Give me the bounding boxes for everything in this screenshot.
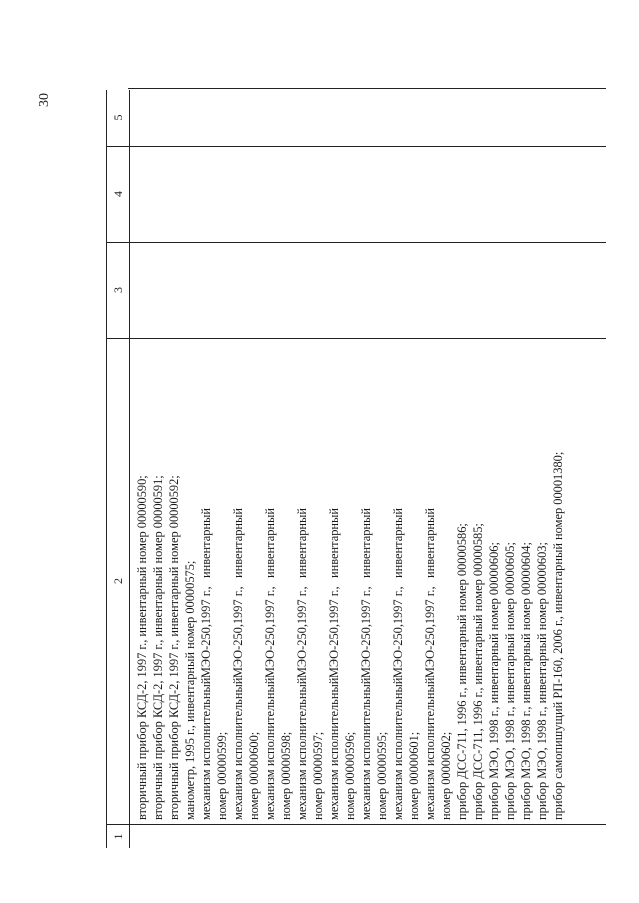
table-header-row [106,90,130,848]
list-item: номер 00000595; [375,731,389,820]
list-item: прибор МЭО, 1998 г., инвентарный номер 00000605; [503,542,517,820]
list-item-word: исполнительный [263,677,277,767]
list-item: номер 00000596; [343,731,357,820]
list-item-word: 1997 г., [263,586,277,625]
list-item-word: исполнительный [295,677,309,767]
list-item-word: исполнительный [359,677,373,767]
list-item-word: исполнительный [231,677,245,767]
list-item-word: исполнительный [391,677,405,767]
list-item [294,508,310,820]
list-item-word: МЭО-250, [327,624,341,679]
list-item-word: инвентарный [199,508,213,579]
list-item-word: механизм [231,769,245,820]
list-item-word: инвентарный [327,508,341,579]
list-item-word: механизм [359,769,373,820]
list-item-word: механизм [391,769,405,820]
page-number: 30 [37,93,52,107]
list-item: номер 00000598; [279,731,293,820]
table-cell-col3 [128,242,606,339]
table-cell-col4 [128,146,606,243]
list-item-word: инвентарный [263,508,277,579]
list-item-word: МЭО-250, [231,624,245,679]
list-item [230,508,246,820]
list-item-word: 1997 г., [295,586,309,625]
list-item [198,508,214,820]
list-item-word: механизм [295,769,309,820]
list-item-word: 1997 г., [423,586,437,625]
list-item-word: МЭО-250, [391,624,405,679]
column-header-2: 2 [107,338,129,825]
list-item-word: механизм [423,769,437,820]
list-item-word: 1997 г., [327,586,341,625]
list-item: прибор МЭО, 1998 г., инвентарный номер 00000603; [535,542,549,820]
table-cell-col5 [128,88,606,147]
list-item-word: инвентарный [423,508,437,579]
list-item-word: 1997 г., [391,586,405,625]
list-item: номер 00000597; [311,731,325,820]
list-item-word: механизм [327,769,341,820]
table-cell-col1 [128,825,606,848]
list-item-word: механизм [199,769,213,820]
column-header-1: 1 [111,833,125,840]
list-item: вторичный прибор КСД-2, 1997 г., инвентарный номер 00000591; [151,475,165,820]
list-item-word: 1997 г., [231,586,245,625]
list-item [326,508,342,820]
asset-list [128,338,566,824]
list-item: номер 00000602; [439,731,453,820]
list-item-word: исполнительный [199,677,213,767]
list-item-word: механизм [263,769,277,820]
list-item: прибор самопишущий РП-160, 2006 г., инвентарный номер 00001380; [551,451,565,820]
list-item-word: МЭО-250, [423,624,437,679]
list-item: номер 00000599; [215,731,229,820]
list-item: манометр, 1995 г., инвентарный номер 00000575; [183,560,197,820]
list-item-word: инвентарный [295,508,309,579]
list-item: прибор МЭО, 1998 г., инвентарный номер 00000606; [487,542,501,820]
list-item-word: МЭО-250, [295,624,309,679]
list-item [358,508,374,820]
list-item: вторичный прибор КСД-2, 1997 г., инвентарный номер 00000590; [135,475,149,820]
list-item: номер 00000600; [247,731,261,820]
list-item: вторичный прибор КСД-2, 1997 г., инвентарный номер 00000592; [167,475,181,820]
list-item-word: исполнительный [423,677,437,767]
list-item [422,508,438,820]
list-item: прибор ДСС-711, 1996 г., инвентарный номер 00000586; [455,523,469,820]
list-item-word: МЭО-250, [359,624,373,679]
list-item-word: исполнительный [327,677,341,767]
table-cell-description [128,338,606,825]
list-item-word: МЭО-250, [263,624,277,679]
list-item-word: инвентарный [231,508,245,579]
list-item-word: 1997 г., [199,586,213,625]
list-item-word: 1997 г., [359,586,373,625]
list-item: прибор ДСС-711, 1996 г., инвентарный номер 00000585; [471,523,485,820]
list-item-word: инвентарный [391,508,405,579]
column-header-3: 3 [107,242,129,339]
list-item-word: инвентарный [359,508,373,579]
list-item: номер 00000601; [407,731,421,820]
list-item [262,508,278,820]
list-item-word: МЭО-250, [199,624,213,679]
list-item: прибор МЭО, 1998 г., инвентарный номер 00000604; [519,542,533,820]
asset-table [106,90,606,848]
column-header-4: 4 [107,146,129,243]
list-item [390,508,406,820]
column-header-5: 5 [107,89,129,147]
